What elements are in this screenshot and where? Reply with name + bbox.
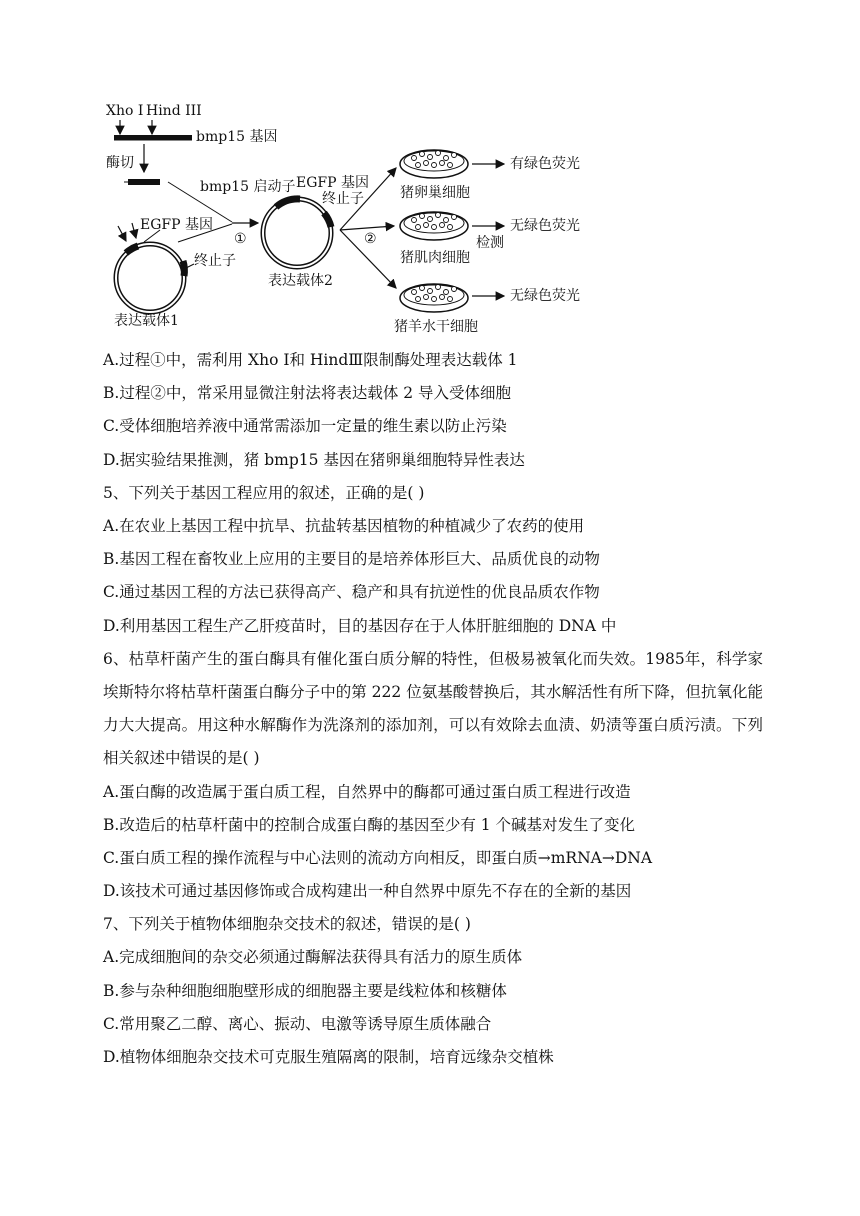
xho-label: Xho I <box>106 103 144 119</box>
cut-site-arrow-1 <box>118 226 126 241</box>
terminator1-segment <box>183 261 184 276</box>
q7-option-a: A.完成细胞间的杂交必须通过酶解法获得具有活力的原生质体 <box>103 948 523 967</box>
gene-label: bmp15 基因 <box>196 129 278 145</box>
gene-engineering-diagram <box>100 96 620 341</box>
q6-option-d: D.该技术可通过基因修饰或合成构建出一种自然界中原先不存在的全新的基因 <box>103 882 632 901</box>
step1-label: ① <box>234 231 247 247</box>
q7-option-c: C.常用聚乙二醇、离心、振动、电激等诱导原生质体融合 <box>103 1014 492 1033</box>
q5-option-c: C.通过基因工程的方法已获得高产、稳产和具有抗逆性的优良品质农作物 <box>103 583 600 602</box>
egfp1-label: EGFP 基因 <box>140 217 213 233</box>
cell-ovary-label: 猪卵巢细胞 <box>400 185 470 201</box>
q6-stem: 6、枯草杆菌产生的蛋白酶具有催化蛋白质分解的特性，但极易被氧化而失效。1985年，科学家埃斯特尔将枯草杆菌蛋白酶分子中的第 222 位氨基酸替换后，其水解活性有所下降，但抗氧化能力大大提高。用这种水解酶作为洗涤剂的添加剂，可以有效除去血渍、奶渍等蛋白质污渍。下列相关叙述中错误的是( ) <box>103 649 763 768</box>
q7-option-d: D.植物体细胞杂交技术可克服生殖隔离的限制，培育远缘杂交植株 <box>103 1048 554 1066</box>
q6-option-c: C.蛋白质工程的操作流程与中心法则的流动方向相反，即蛋白质→mRNA→DNA <box>103 848 653 867</box>
step2-label: ② <box>364 231 377 247</box>
cell-muscle-label: 猪肌肉细胞 <box>400 250 470 266</box>
q5-option-a: A.在农业上基因工程中抗旱、抗盐转基因植物的种植减少了农药的使用 <box>103 516 585 535</box>
cut-label: 酶切 <box>106 155 134 171</box>
q4-option-c: C.受体细胞培养液中通常需添加一定量的维生素以防止污染 <box>103 417 507 436</box>
q4-option-a: A.过程①中，需利用 Xho Ⅰ和 HindⅢ限制酶处理表达载体 1 <box>103 351 518 369</box>
terminator2-label: 终止子 <box>322 191 364 207</box>
result-amniotic: 无绿色荧光 <box>510 288 580 304</box>
q6-option-a: A.蛋白酶的改造属于蛋白质工程，自然界中的酶都可通过蛋白质工程进行改造 <box>103 782 631 801</box>
q7-option-b: B.参与杂种细胞细胞壁形成的细胞器主要是线粒体和核糖体 <box>103 981 507 1000</box>
cell-amniotic-label: 猪羊水干细胞 <box>394 319 478 335</box>
result-ovary: 有绿色荧光 <box>510 156 580 172</box>
detect-label: 检测 <box>476 235 504 251</box>
bmp15-gene-bar <box>114 135 192 140</box>
hind-label: Hind III <box>146 103 202 119</box>
question-text <box>103 344 783 1074</box>
q4-option-d: D.据实验结果推测，猪 bmp15 基因在猪卵巢细胞特异性表达 <box>103 450 525 469</box>
dish-ovary <box>400 150 468 178</box>
q5-stem: 5、下列关于基因工程应用的叙述，正确的是( ) <box>103 483 425 502</box>
promoter-label: bmp15 启动子 <box>200 179 296 195</box>
terminator1-label: 终止子 <box>194 253 236 269</box>
dish-amniotic <box>400 284 468 312</box>
q5-option-d: D.利用基因工程生产乙肝疫苗时，目的基因存在于人体肝脏细胞的 DNA 中 <box>103 616 617 635</box>
cut-fragment <box>128 179 160 185</box>
egfp2-label: EGFP 基因 <box>296 175 369 191</box>
q5-option-b: B.基因工程在畜牧业上应用的主要目的是培养体形巨大、品质优良的动物 <box>103 550 600 569</box>
egfp2-segment <box>324 213 331 227</box>
cut-site-arrow-2 <box>132 223 136 238</box>
q7-stem: 7、下列关于植物体细胞杂交技术的叙述，错误的是( ) <box>103 915 471 934</box>
dish-muscle <box>400 212 468 240</box>
egfp1-segment <box>126 246 138 253</box>
vector2-label: 表达载体2 <box>268 273 333 289</box>
result-muscle: 无绿色荧光 <box>510 218 580 234</box>
q6-option-b: B.改造后的枯草杆菌中的控制合成蛋白酶的基因至少有 1 个碱基对发生了变化 <box>103 815 636 834</box>
promoter-segment <box>276 199 300 207</box>
arrow-muscle <box>340 226 394 230</box>
q4-option-b: B.过程②中，常采用显微注射法将表达载体 2 导入受体细胞 <box>103 384 512 403</box>
vector1-label: 表达载体1 <box>114 313 179 329</box>
